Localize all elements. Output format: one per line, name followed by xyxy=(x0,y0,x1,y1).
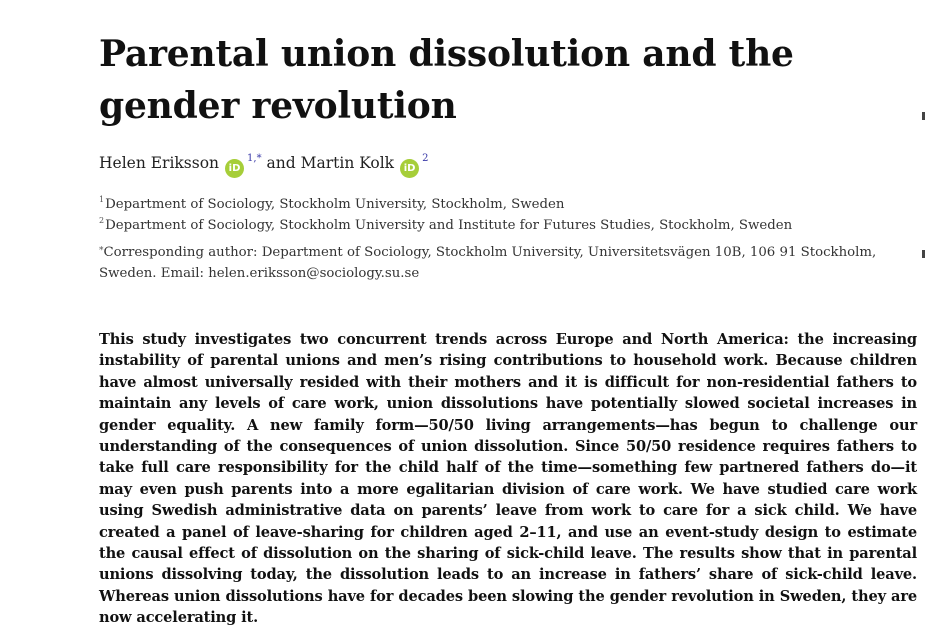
author-name[interactable]: Helen Eriksson xyxy=(99,154,220,172)
orcid-icon[interactable]: iD xyxy=(400,159,419,178)
author-name[interactable]: Martin Kolk xyxy=(300,154,395,172)
abstract: This study investigates two concurrent trends across Europe and North America: the increasing instability of parental unions and men’s rising contributions to household work. Because children have almost universally resided with their mothers and it is difficult for non-residential fathers to maintain any levels of care work, union dissolutions have potentially slowed societal increases in gender equality. A new family form—50/50 living arrangements—has begun to challenge our understanding of the consequences of union dissolution. Since 50/50 residence requires fathers to take full care responsibility for the child half of the time—something few partnered fathers do—it may even push parents into a more egalitarian division of care work. We have studied care work using Swedish administrative data on parents’ leave from work to care for a sick child. We have created a panel of leave-sharing for children aged 2–11, and use an event-study design to estimate the causal effect of dissolution on the sharing of sick-child leave. The results show that in parental unions dissolving today, the dissolution leads to an increase in fathers’ share of sick-child leave. Whereas union dissolutions have for decades been slowing the gender revolution in Sweden, they are now accelerating it. xyxy=(99,331,917,627)
author-affiliation-marker[interactable]: 2 xyxy=(422,153,429,164)
author-line xyxy=(99,152,428,178)
affiliation xyxy=(99,195,564,215)
author-affiliation-marker[interactable]: 1,* xyxy=(247,153,262,164)
article-title: Parental union dissolution and the gender revolution xyxy=(99,33,794,127)
affiliation-number: 2 xyxy=(99,216,105,225)
affiliation-text: Department of Sociology, Stockholm University, Stockholm, Sweden xyxy=(105,197,565,212)
corresponding-marker: * xyxy=(99,246,104,256)
affiliation-text: Department of Sociology, Stockholm University and Institute for Futures Studies, Stockholm, Sweden xyxy=(105,218,793,233)
corresponding-author-note xyxy=(99,242,914,284)
orcid-icon[interactable]: iD xyxy=(225,159,244,178)
affiliation xyxy=(99,216,792,236)
affiliation-number: 1 xyxy=(99,195,105,204)
author-connector: and xyxy=(266,154,296,172)
corresponding-text: Corresponding author: Department of Sociology, Stockholm University, Universitetsvägen 10B, 106 91 Stockholm, Sweden. Email: helen.eriksson@sociology.su.se xyxy=(99,245,877,281)
